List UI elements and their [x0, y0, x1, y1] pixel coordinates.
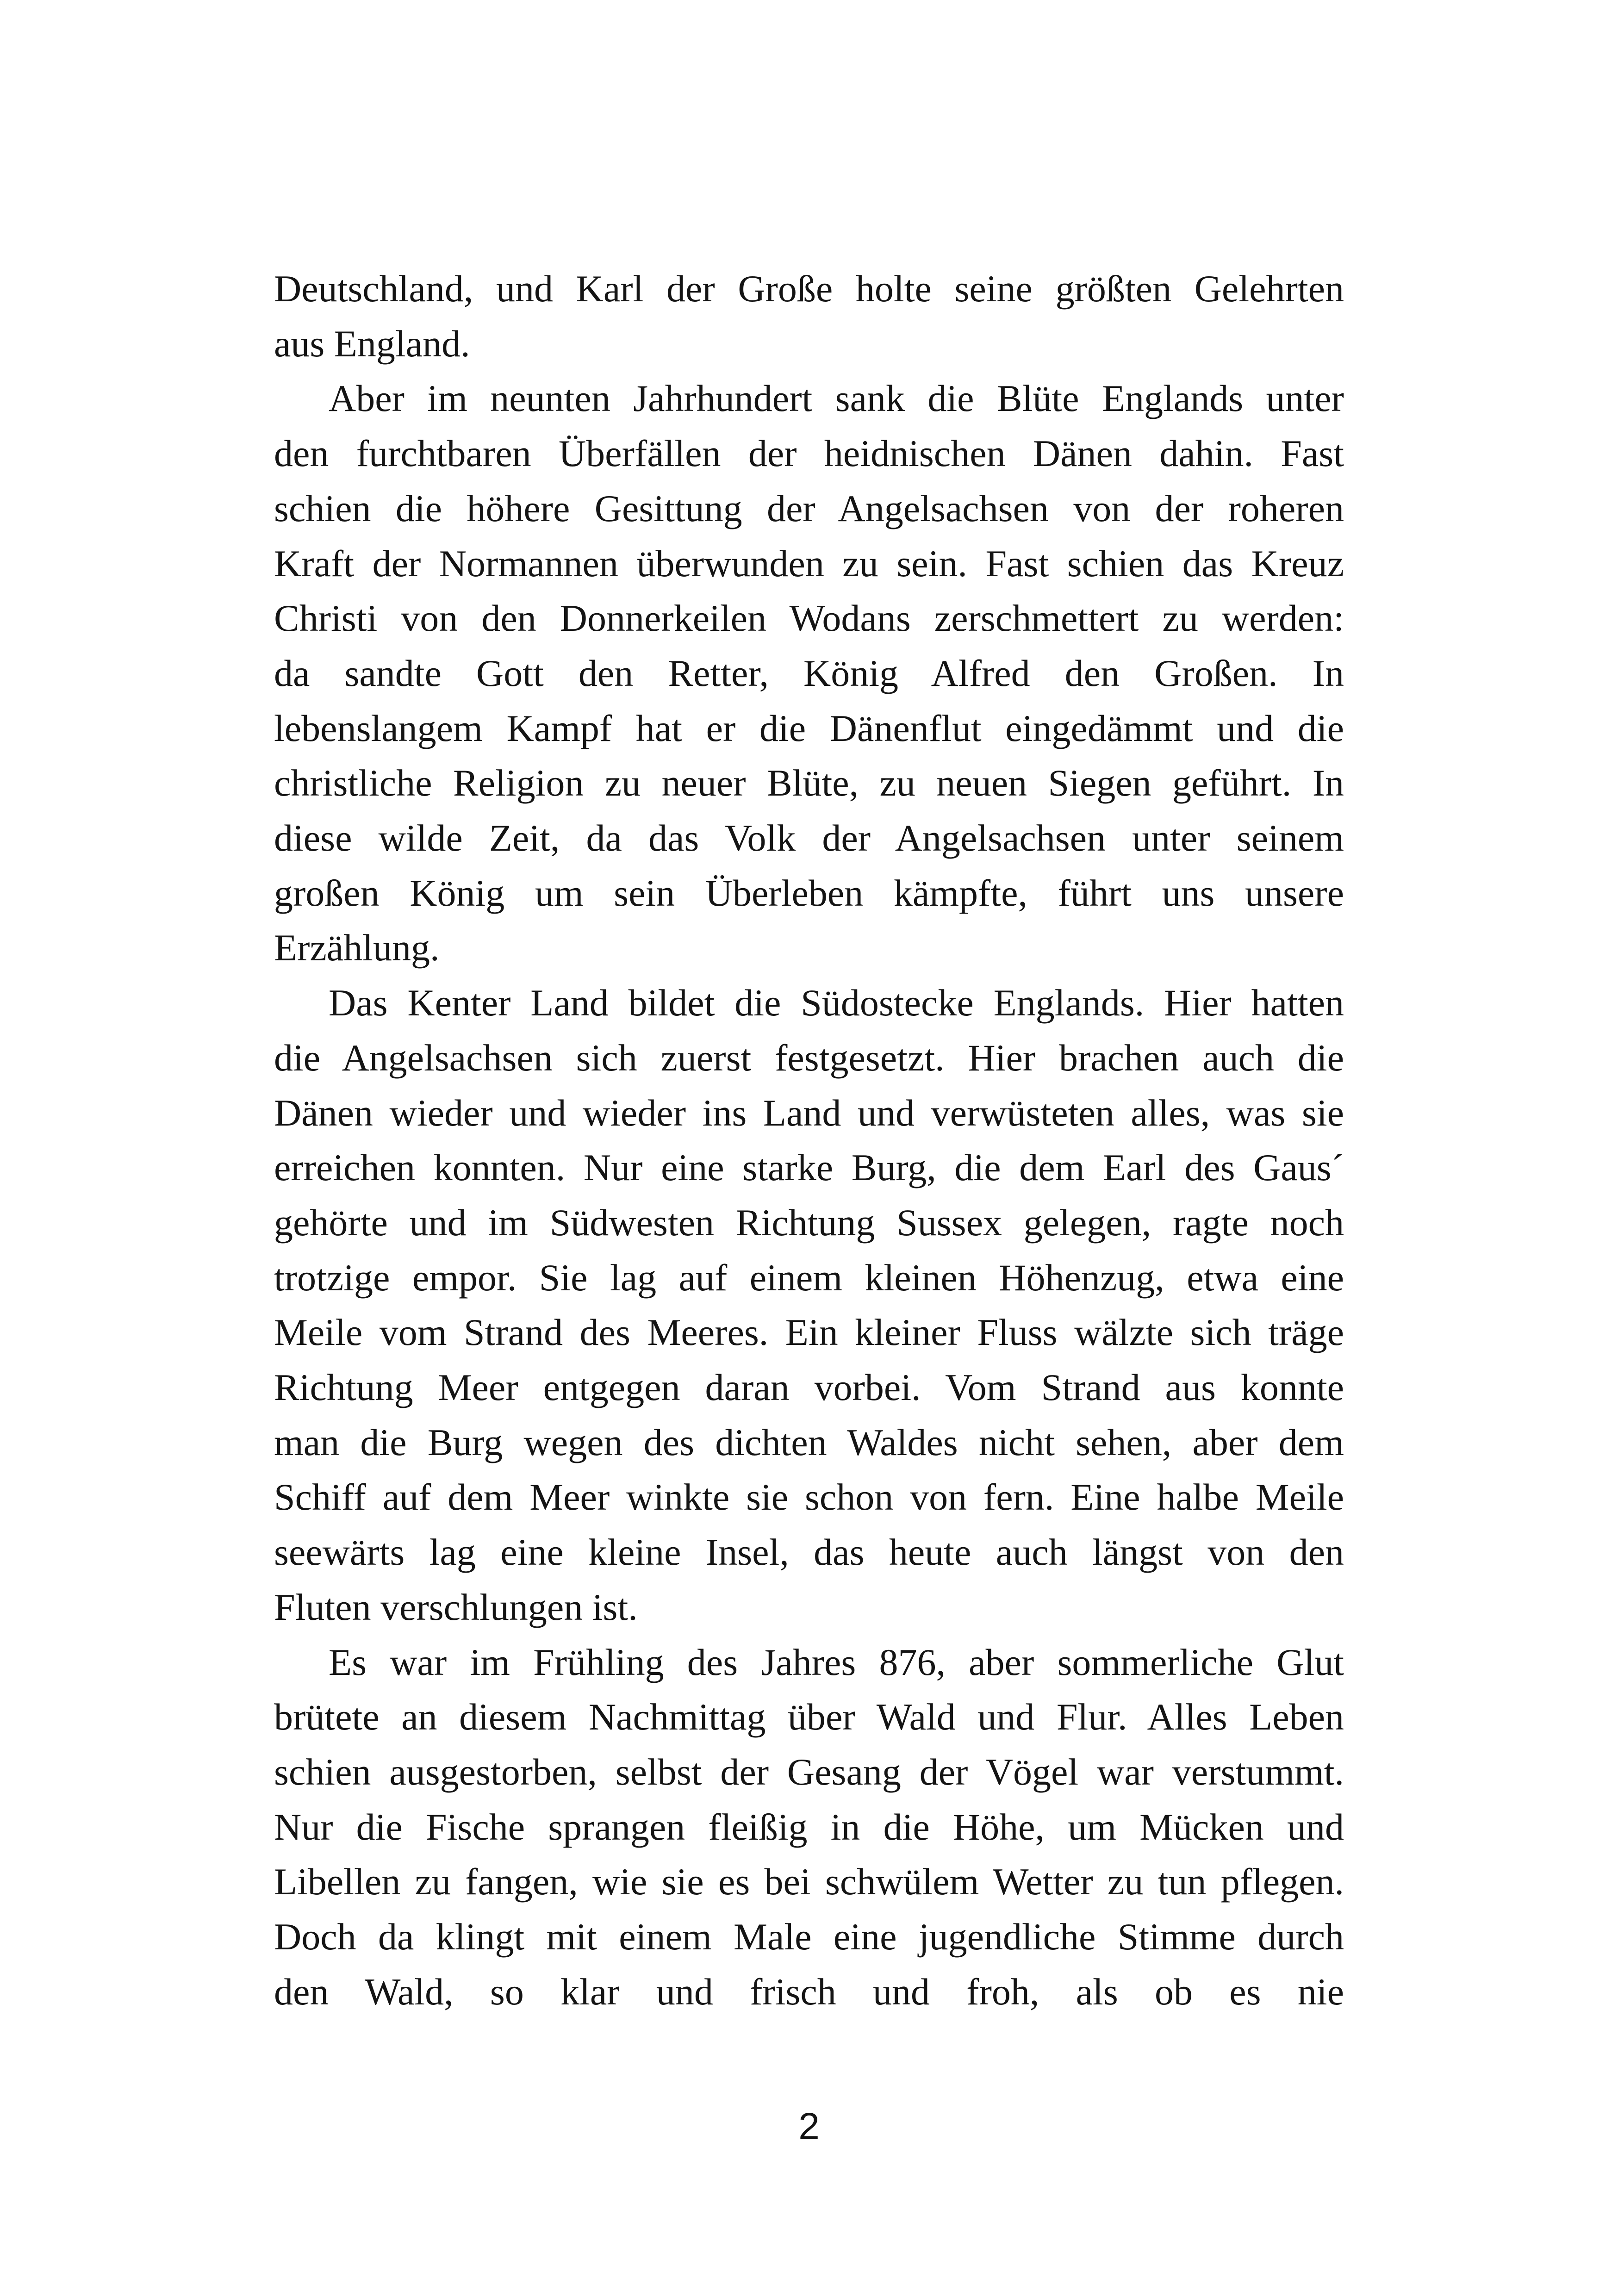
text-line: Aber im neunten Jahrhundert sank die Blüte Englands unter — [329, 377, 1344, 420]
text-line: brütete an diesem Nachmittag über Wald und Flur. Alles Leben — [274, 1696, 1344, 1738]
text-line: schien ausgestorben, selbst der Gesang der Vögel war verstummt. — [274, 1750, 1344, 1793]
text-line: Meile vom Strand des Meeres. Ein kleiner Fluss wälzte sich träge — [274, 1311, 1344, 1354]
text-line: Doch da klingt mit einem Male eine jugendliche Stimme durch — [274, 1916, 1344, 1958]
text-line: Richtung Meer entgegen daran vorbei. Vom Strand aus konnte — [274, 1366, 1344, 1409]
text-line: schien die höhere Gesittung der Angelsachsen von der roheren — [274, 487, 1344, 529]
text-line: diese wilde Zeit, da das Volk der Angelsachsen unter seinem — [274, 817, 1344, 859]
text-line: man die Burg wegen des dichten Waldes nicht sehen, aber dem — [274, 1421, 1344, 1463]
text-line: Erzählung. — [274, 927, 440, 969]
text-line: die Angelsachsen sich zuerst festgesetzt. Hier brachen auch die — [274, 1036, 1344, 1079]
text-line: Das Kenter Land bildet die Südostecke Englands. Hier hatten — [329, 982, 1344, 1024]
text-line: trotzige empor. Sie lag auf einem kleinen Höhenzug, etwa eine — [274, 1256, 1344, 1299]
text-line: aus England. — [274, 322, 470, 365]
text-line: seewärts lag eine kleine Insel, das heute auch längst von den — [274, 1531, 1344, 1574]
text-line: christliche Religion zu neuer Blüte, zu neuen Siegen geführt. In — [274, 762, 1344, 804]
text-line: Nur die Fische sprangen fleißig in die Höhe, um Mücken und — [274, 1805, 1344, 1848]
page-number: 2 — [798, 2105, 820, 2147]
text-line: großen König um sein Überleben kämpfte, führt uns unsere — [274, 871, 1344, 914]
text-line: Deutschland, und Karl der Große holte seine größten Gelehrten — [274, 268, 1344, 310]
text-line: Kraft der Normannen überwunden zu sein. Fast schien das Kreuz — [274, 542, 1344, 585]
text-line: Fluten verschlungen ist. — [274, 1586, 638, 1628]
text-line: den Wald, so klar und frisch und froh, als ob es nie — [274, 1970, 1344, 2013]
text-line: Christi von den Donnerkeilen Wodans zerschmettert zu werden: — [274, 597, 1344, 640]
text-line: da sandte Gott den Retter, König Alfred den Großen. In — [274, 652, 1344, 694]
text-line: Dänen wieder und wieder ins Land und verwüsteten alles, was sie — [274, 1091, 1344, 1134]
body-text — [274, 261, 1344, 2020]
text-line: lebenslangem Kampf hat er die Dänenflut eingedämmt und die — [274, 707, 1344, 749]
text-line: gehörte und im Südwesten Richtung Sussex gelegen, ragte noch — [274, 1201, 1344, 1244]
text-line: den furchtbaren Überfällen der heidnischen Dänen dahin. Fast — [274, 432, 1344, 475]
text-line: Schiff auf dem Meer winkte sie schon von fern. Eine halbe Meile — [274, 1476, 1344, 1518]
text-line: Es war im Frühling des Jahres 876, aber sommerliche Glut — [329, 1641, 1344, 1683]
text-line: erreichen konnten. Nur eine starke Burg, die dem Earl des Gaus´ — [274, 1146, 1344, 1189]
text-line: Libellen zu fangen, wie sie es bei schwülem Wetter zu tun pflegen. — [274, 1860, 1344, 1903]
